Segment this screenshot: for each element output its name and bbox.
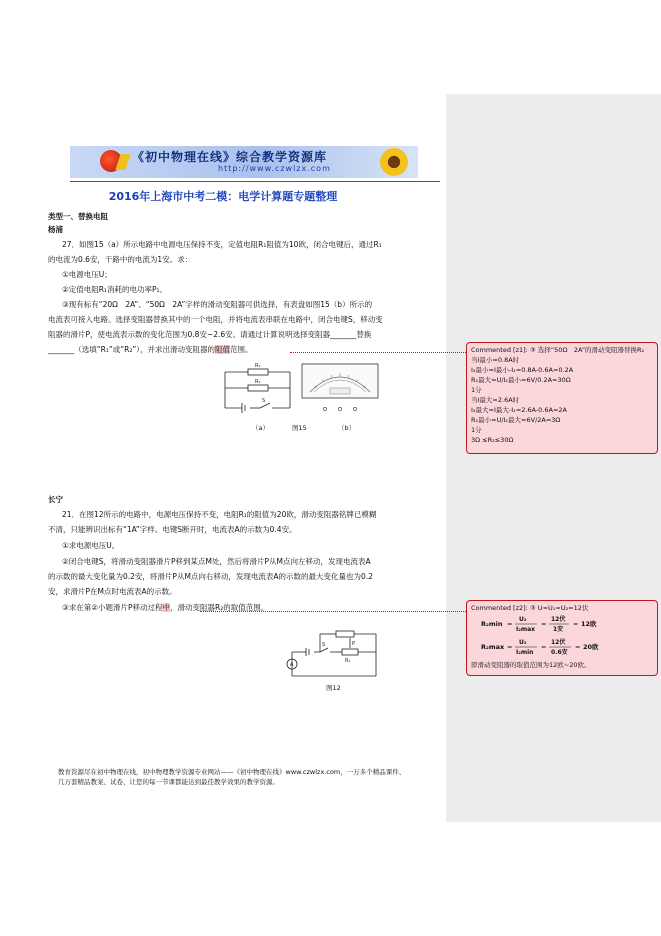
comment1-line-9: 3Ω ≤R₂≤30Ω — [471, 436, 514, 444]
comment1-line-3: R₂最大=U/I₂最小=6V/0.2A=30Ω — [471, 376, 571, 384]
comment2-connector — [200, 611, 466, 612]
district-label-changning: 长宁 — [48, 495, 63, 504]
q21-line-7-b: ，滑动变阻器R₂的取值范围。 — [169, 603, 269, 612]
banner-url: http://www.czwlzx.com — [218, 164, 331, 173]
sunflower-icon — [380, 148, 408, 176]
f1-den1: I₂max — [516, 626, 536, 633]
q21-line-3: ①求电源电压U。 — [62, 541, 120, 550]
q27-line-8-a: _______（选填“R₁”或“R₂”），并求出滑动变阻器的 — [48, 345, 215, 354]
footer-line-2: 几万套精品教案、试卷、让您的每一节课都能达到最佳教学效果的教学资源。 — [58, 778, 279, 786]
fig12-label-p: P — [352, 641, 356, 647]
figure-15a-circuit — [220, 360, 295, 415]
q27-line-5: ③现有标有“20Ω 2A”、“50Ω 2A”字样的滑动变阻器可供选择，有表盘如图15（b）所示的 — [62, 300, 373, 309]
q27-line-3: ①电源电压U； — [62, 270, 112, 279]
svg-text:=: = — [541, 643, 547, 651]
comment1-line-0: Commented [z1]: ③ 选择“50Ω 2A”的滑动变阻器替换R₂ — [471, 346, 645, 354]
q27-line-1: 27．如图15（a）所示电路中电源电压保持不变，定值电阻R₁阻值为10欧，闭合电键后，通过R₁ — [62, 240, 382, 249]
q21-highlight[interactable]: 中 — [162, 603, 170, 612]
f1-num1: U₂ — [519, 616, 527, 623]
svg-text:=: = — [507, 643, 513, 651]
figure-15b-ammeter — [300, 362, 380, 417]
comment1-line-2: I₂最小=I最小-I₁=0.8A-0.6A=0.2A — [471, 366, 574, 374]
fig12-label-s: S — [322, 642, 326, 648]
q21-line-6: 安，求滑片P在M点时电流表A的示数。 — [48, 587, 177, 596]
comment1-line-1: 当I最小=0.8A时 — [471, 356, 520, 364]
comment1-line-7: R₂最小=U/I₂最大=6V/2A=3Ω — [471, 416, 561, 424]
q27-line-8 — [48, 345, 252, 355]
q27-highlight[interactable]: 阻值 — [214, 345, 230, 354]
figure-12-circuit — [282, 624, 382, 680]
f2-den1: I₂min — [516, 649, 534, 656]
svg-text:=: = — [575, 643, 581, 651]
document-title: 2016年上海市中考二模：电学计算题专题整理 — [108, 190, 338, 203]
fig15-b-label: （b） — [338, 424, 356, 432]
site-banner — [70, 146, 418, 178]
q21-line-4: ②闭合电键S，将滑动变阻器滑片P移到某点M处，然后将滑片P从M点向左移动，发现电流表A — [62, 557, 371, 566]
fig12-caption: 图12 — [326, 684, 341, 692]
comment1-line-4: 1分 — [471, 386, 482, 394]
comment2-last-line: 即滑动变阻器的取值范围为12欧~20欧。 — [471, 661, 591, 669]
header-rule — [70, 181, 440, 182]
q27-line-6: 电流表可接入电路。选择变阻器替换其中的一个电阻，并将电流表串联在电路中，闭合电键S，移动变 — [48, 315, 383, 324]
fig15-label-r1: R₁ — [255, 363, 261, 369]
f2-den2: 0.6安 — [551, 649, 568, 656]
svg-text:=: = — [573, 620, 579, 628]
banner-title: 《初中物理在线》综合教学资源库 — [132, 150, 328, 164]
q21-line-5: 的示数的最大变化量为0.2安，将滑片P从M点向右移动，发现电流表A的示数的最大变化量也为0.2 — [48, 572, 373, 581]
fig15-label-s: S — [262, 398, 266, 404]
section-heading: 类型一、替换电阻 — [48, 212, 108, 221]
comment1-line-6: I₂最大=I最大-I₁=2.6A-0.6A=2A — [471, 406, 567, 414]
fig12-ammeter-label: A — [290, 662, 294, 668]
f1-result: 12欧 — [581, 620, 597, 628]
f2-result: 20欧 — [583, 643, 599, 651]
comment-pane — [446, 94, 661, 822]
q27-line-7: 阻器的滑片P，使电流表示数的变化范围为0.8安~2.6安。请通过计算说明选择变阻器_______替换 — [48, 330, 372, 339]
fig15-a-label: （a） — [252, 424, 269, 432]
q27-line-8-b: 范围。 — [229, 345, 253, 354]
f1-num2: 12伏 — [551, 616, 566, 623]
fig12-label-r1: R₁ — [345, 658, 351, 664]
q27-line-4: ②定值电阻R₁消耗的电功率P₁。 — [62, 285, 167, 294]
q27-line-2: 的电流为0.6安，干路中的电流为1安。求： — [48, 255, 193, 264]
q21-line-1: 21．在图12所示的电路中，电源电压保持不变，电阻R₁的阻值为20欧，滑动变阻器铭牌已模糊 — [62, 510, 377, 519]
q21-line-7-a: ③求在第②小题滑片P移动过程 — [62, 603, 163, 612]
comment1-line-5: 当I最大=2.6A时 — [471, 396, 520, 404]
fig15-caption: 图15 — [292, 424, 307, 432]
f2-num1: U₂ — [519, 639, 527, 646]
f2-num2: 12伏 — [551, 639, 566, 646]
f1-den2: 1安 — [553, 626, 564, 633]
comment-box-z1[interactable] — [466, 342, 658, 454]
comment1-line-8: 1分 — [471, 426, 482, 434]
q21-line-2: 不清，只能辨识出标有“1A”字样。电键S断开时，电流表A的示数为0.4安。 — [48, 525, 297, 534]
district-label-yangpu: 杨浦 — [48, 225, 63, 234]
comment2-formula-2 — [481, 637, 611, 657]
svg-text:=: = — [507, 620, 513, 628]
fig15-label-r2: R₂ — [255, 379, 261, 385]
comment2-header: Commented [z2]: ③ U=U₁=U₂=12伏 — [471, 604, 589, 612]
comment2-formula-1 — [481, 614, 611, 634]
comment-box-z2[interactable] — [466, 600, 658, 676]
footer-line-1: 教育资源尽在初中物理在线，初中物理教学资源专业网站——《初中物理在线》www.czwlzx.com，一万多个精品课件、 — [58, 768, 406, 776]
f1-lhs: R₂min — [481, 620, 503, 628]
svg-text:=: = — [541, 620, 547, 628]
comment1-connector — [290, 352, 466, 353]
f2-lhs: R₂max — [481, 643, 505, 651]
